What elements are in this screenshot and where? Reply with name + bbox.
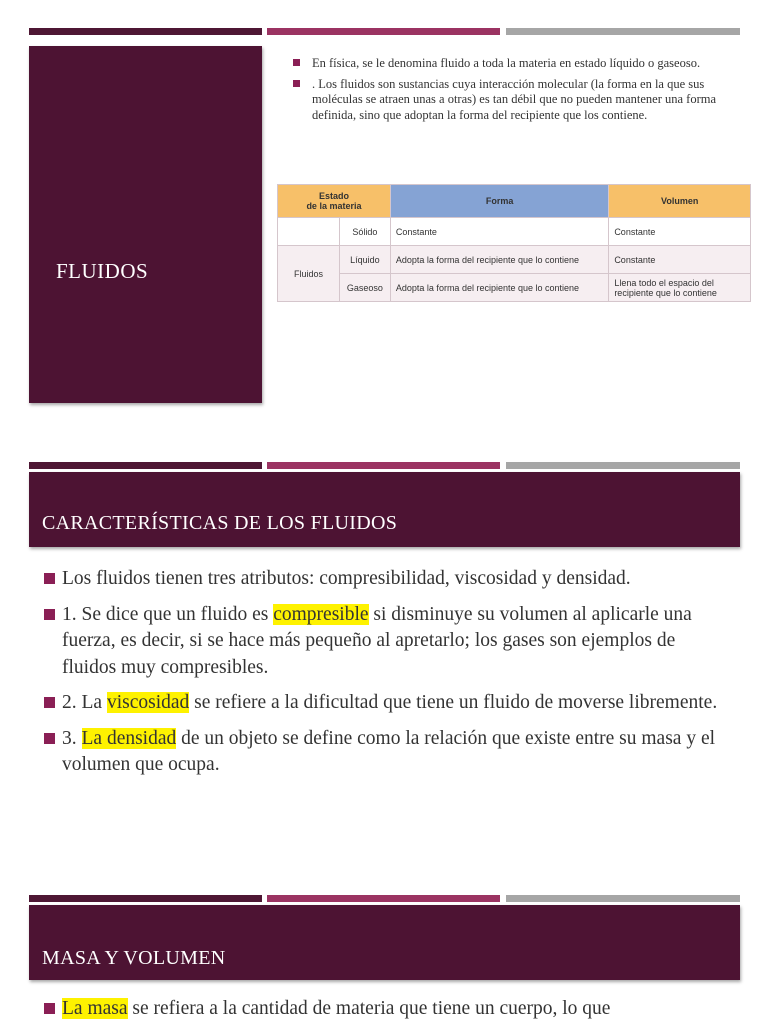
slide3-stripe-gray: [506, 895, 740, 902]
bullet-square-icon: [44, 697, 55, 708]
states-of-matter-table: [277, 184, 751, 302]
bullet-square-icon: [293, 59, 300, 66]
bullet-square-icon: [44, 1003, 55, 1014]
slide2-bullet: Los fluidos tienen tres atributos: compresibilidad, viscosidad y densidad.: [44, 566, 734, 593]
slide2-stripe-magenta: [267, 462, 500, 469]
cell-shape: Adopta la forma del recipiente que lo contiene: [390, 246, 608, 274]
highlight-term: La masa: [62, 998, 128, 1019]
bullet-square-icon: [44, 609, 55, 620]
cell-volume: Llena todo el espacio del recipiente que lo contiene: [609, 274, 751, 302]
highlight-term: viscosidad: [106, 692, 190, 713]
bullet-square-icon: [44, 733, 55, 744]
slide2-bullet: 1. Se dice que un fluido es compresible si disminuye su volumen al aplicarle una fuerza, es decir, si se hace más pequeño al apretarlo; los gases son ejemplos de fluidos muy compresibles.: [44, 602, 734, 682]
empty-cell: [278, 218, 340, 246]
slide1-title-box: [29, 46, 262, 403]
slide1-title: FLUIDOS: [56, 259, 149, 283]
table-row: [278, 246, 751, 274]
slide1-bullet: En física, se le denomina fluido a toda la materia en estado líquido o gaseoso.: [293, 56, 723, 72]
highlight-term: La densidad: [81, 727, 177, 749]
table-row: [278, 274, 751, 302]
cell-state: Líquido: [339, 246, 390, 274]
cell-volume: Constante: [609, 246, 751, 274]
slide2-stripe-gray: [506, 462, 740, 469]
slide3-stripe-dark: [29, 895, 262, 902]
table-header-row: [278, 185, 751, 218]
table-row: [278, 218, 751, 246]
header-volume: Volumen: [609, 185, 751, 218]
slide1-bullet-list: [293, 56, 723, 128]
slide2-bullet: 2. La viscosidad se refiere a la dificultad que tiene un fluido de moverse libremente.: [44, 690, 734, 717]
slide2-stripe-dark: [29, 462, 262, 469]
cell-group-fluidos: Fluidos: [278, 246, 340, 302]
cell-volume: Constante: [609, 218, 751, 246]
slide2-bullet: 3. La densidad de un objeto se define como la relación que existe entre su masa y el volumen que ocupa.: [44, 726, 734, 779]
slide2-header-bar: [29, 472, 740, 547]
bullet-square-icon: [293, 80, 300, 87]
cell-shape: Adopta la forma del recipiente que lo contiene: [390, 274, 608, 302]
header-shape: Forma: [390, 185, 608, 218]
cell-state: Sólido: [339, 218, 390, 246]
slide2-bullet-list: [44, 566, 734, 788]
top-stripe-magenta: [267, 28, 500, 35]
top-stripe-gray: [506, 28, 740, 35]
slide2-title: CARACTERÍSTICAS DE LOS FLUIDOS: [42, 512, 398, 534]
slide3-bullet-list: [44, 996, 734, 1023]
slide3-header-bar: [29, 905, 740, 980]
top-stripe-dark: [29, 28, 262, 35]
header-state: Estado de la materia: [278, 185, 391, 218]
cell-shape: Constante: [390, 218, 608, 246]
slide3-bullet: La masa se refiera a la cantidad de materia que tiene un cuerpo, lo que: [44, 996, 734, 1023]
slide3-stripe-magenta: [267, 895, 500, 902]
slide3-title: MASA Y VOLUMEN: [42, 947, 226, 969]
highlight-term: compresible: [273, 603, 369, 625]
cell-state: Gaseoso: [339, 274, 390, 302]
slide1-bullet: . Los fluidos son sustancias cuya interacción molecular (la forma en la que sus moléculas se atraen unas a otras) es tan débil que no pueden mantener una forma definida, sino que adoptan la forma del recipiente que los contiene.: [293, 77, 723, 124]
bullet-square-icon: [44, 573, 55, 584]
